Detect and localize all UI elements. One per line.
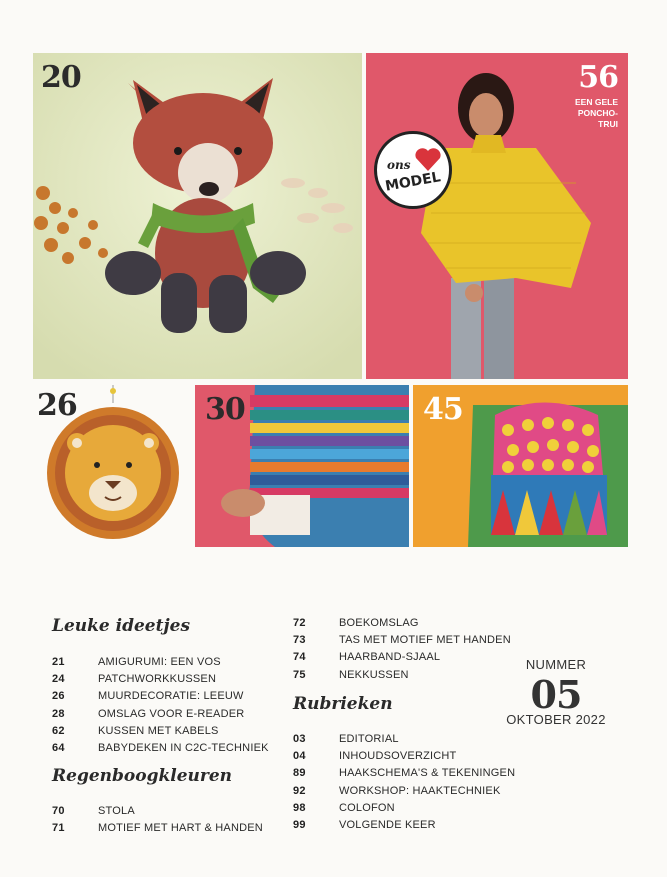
badge-ons-text: ons xyxy=(387,158,411,172)
toc-item[interactable]: 21 AMIGURUMI: EEN VOS xyxy=(52,655,221,668)
ons-model-badge xyxy=(374,131,452,209)
fox-amigurumi-illustration xyxy=(33,53,362,379)
toc-item[interactable]: 71 MOTIEF MET HART & HANDEN xyxy=(52,821,263,834)
section-title-leuke-ideetjes: Leuke ideetjes xyxy=(52,616,191,636)
photo-sweater xyxy=(195,385,409,547)
toc-item[interactable]: 04 INHOUDSOVERZICHT xyxy=(293,749,457,762)
toc-item[interactable]: 72 BOEKOMSLAG xyxy=(293,616,419,629)
model-caption xyxy=(575,97,618,130)
toc-list-regenboogkleuren-b xyxy=(293,614,511,683)
toc-list-regenboogkleuren-a xyxy=(52,802,263,837)
toc-item[interactable]: 99 VOLGENDE KEER xyxy=(293,819,436,832)
toc-list-leuke-ideetjes xyxy=(52,653,269,757)
toc-item[interactable]: 89 HAAKSCHEMA'S & TEKENINGEN xyxy=(293,767,516,780)
toc-item[interactable]: 26 MUURDECORATIE: LEEUW xyxy=(52,690,244,703)
photo-model xyxy=(366,53,628,379)
page-number-fox: 20 xyxy=(41,60,81,95)
photo-fox xyxy=(33,53,362,379)
caption-line-2: PONCHO- xyxy=(577,108,618,118)
toc-list-rubrieken xyxy=(293,730,515,834)
toc-item[interactable]: 70 STOLA xyxy=(52,804,135,817)
toc-item[interactable]: 73 TAS MET MOTIEF MET HANDEN xyxy=(293,633,511,646)
issue-label: NUMMER xyxy=(525,657,587,672)
toc-item[interactable]: 24 PATCHWORKKUSSEN xyxy=(52,672,217,685)
toc-item[interactable]: 74 HAARBAND-SJAAL xyxy=(293,651,441,664)
issue-date: OKTOBER 2022 xyxy=(506,712,606,727)
caption-line-1: EEN GELE xyxy=(575,97,618,107)
toc-item[interactable]: 75 NEKKUSSEN xyxy=(293,668,409,681)
photo-lion xyxy=(33,385,191,547)
photo-backpack xyxy=(413,385,628,547)
toc-item[interactable]: 28 OMSLAG VOOR E-READER xyxy=(52,707,245,720)
page-number-model: 56 xyxy=(578,60,618,95)
page-number-backpack: 45 xyxy=(423,392,463,427)
heart-icon xyxy=(413,146,443,172)
toc-item[interactable]: 62 KUSSEN MET KABELS xyxy=(52,724,219,737)
section-title-rubrieken: Rubrieken xyxy=(293,694,393,714)
page-number-sweater: 30 xyxy=(205,392,245,427)
toc-item[interactable]: 64 BABYDEKEN IN C2C-TECHNIEK xyxy=(52,742,269,755)
toc-item[interactable]: 98 COLOFON xyxy=(293,801,395,814)
caption-line-3: TRUI xyxy=(598,119,618,129)
issue-number: 05 xyxy=(530,672,582,717)
badge-model-text: MODEL xyxy=(384,169,442,195)
toc-item[interactable]: 92 WORKSHOP: HAAKTECHNIEK xyxy=(293,784,501,797)
page-number-lion: 26 xyxy=(37,388,77,423)
section-title-regenboogkleuren: Regenboogkleuren xyxy=(52,766,233,786)
toc-item[interactable]: 03 EDITORIAL xyxy=(293,732,399,745)
